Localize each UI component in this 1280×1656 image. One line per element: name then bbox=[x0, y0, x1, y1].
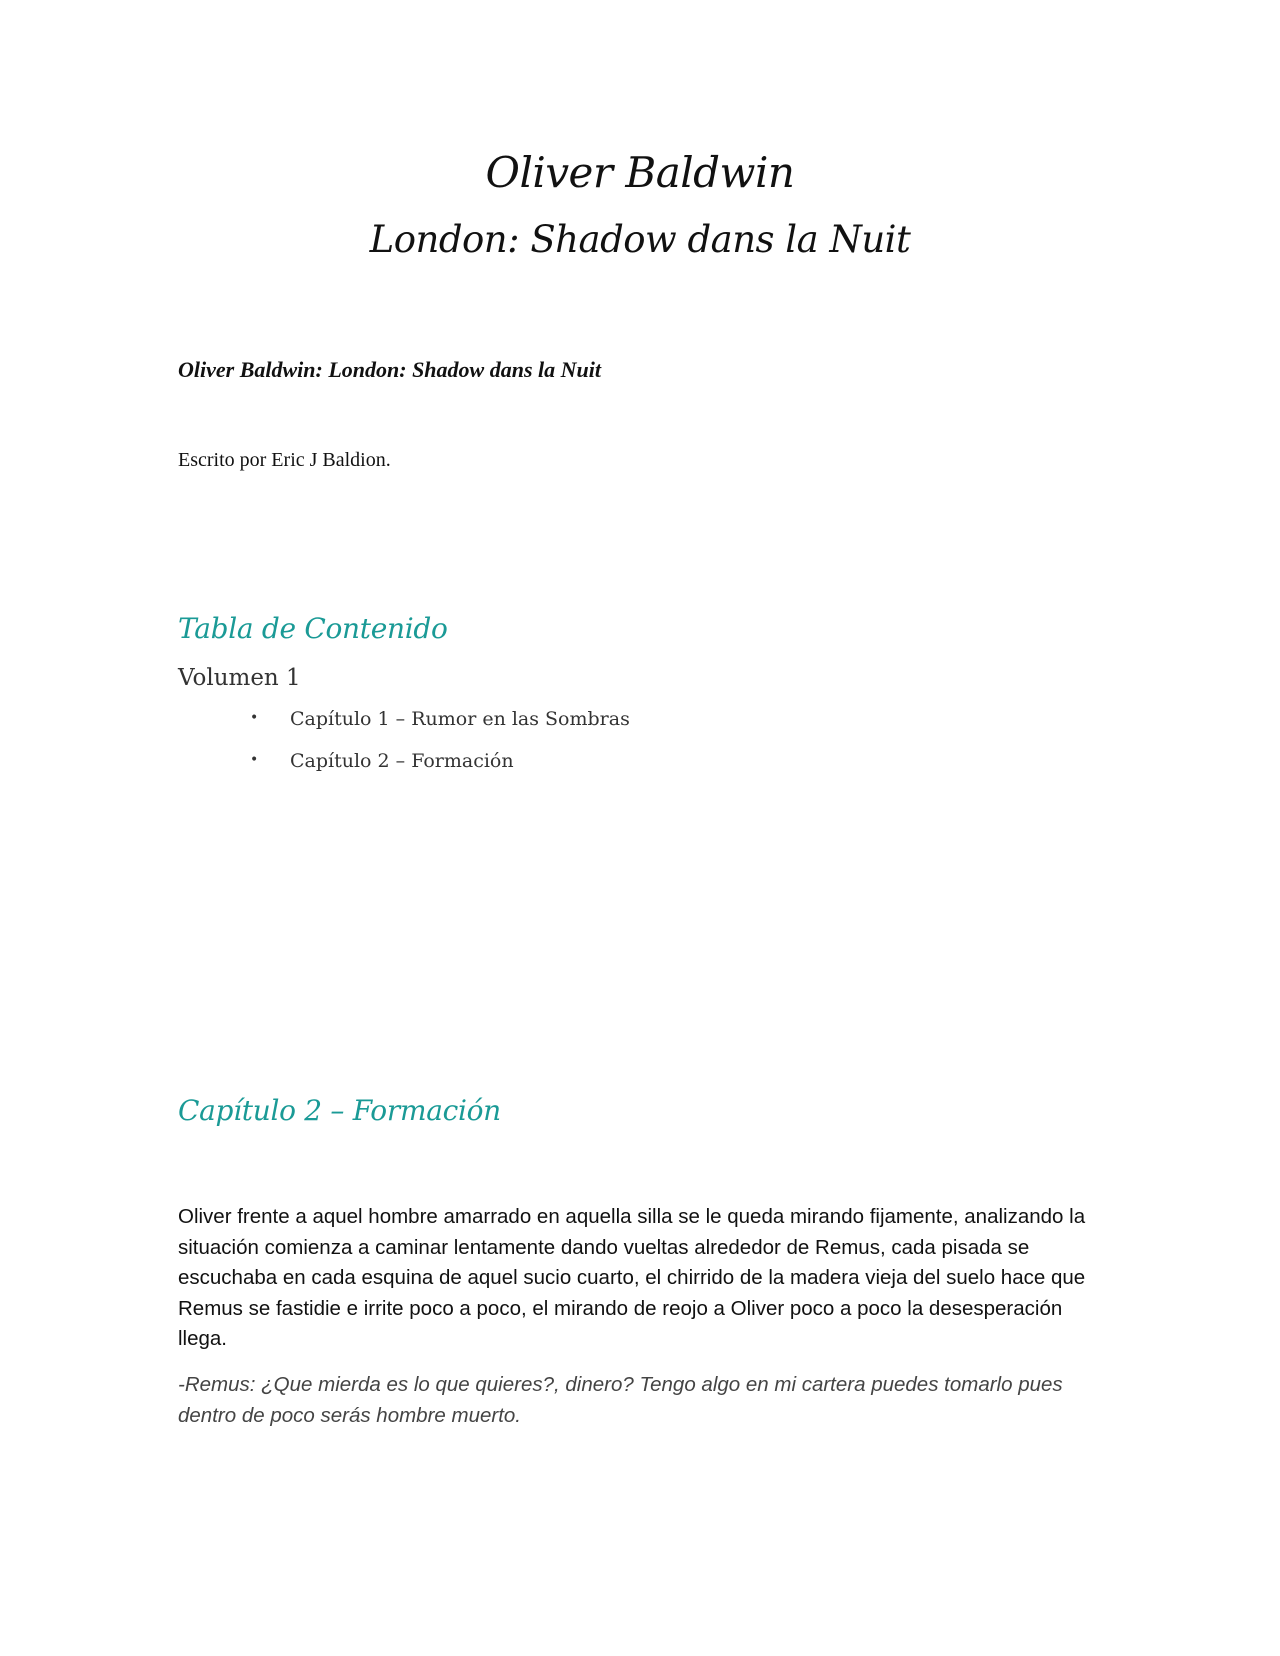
toc-heading: Tabla de Contenido bbox=[178, 612, 448, 645]
chapter-paragraph: Oliver frente a aquel hombre amarrado en aquella silla se le queda mirando fijamente, analizando la situación comienza a caminar lentamente dando vueltas alrededor de Remus, cada pisada se escuchaba en cada esquina de aquel sucio cuarto, el chirrido de la madera vieja del suelo hace que Remus se fastidie e irrite poco a poco, el mirando de reojo a Oliver poco a poco la desesperación llega. bbox=[178, 1205, 1086, 1350]
chapter-heading: Capítulo 2 – Formación bbox=[178, 1094, 501, 1127]
dialogue-quote: -Remus: ¿Que mierda es lo que quieres?, dinero? Tengo algo en mi cartera puedes tomarlo pues dentro de poco serás hombre muerto. bbox=[178, 1373, 1063, 1427]
full-title-line: Oliver Baldwin: London: Shadow dans la Nuit bbox=[178, 357, 601, 382]
toc-item-label[interactable]: Capítulo 1 – Rumor en las Sombras bbox=[290, 708, 630, 730]
bullet-icon: • bbox=[250, 752, 259, 768]
volume-heading: Volumen 1 bbox=[178, 665, 301, 691]
document-subtitle: London: Shadow dans la Nuit bbox=[369, 218, 911, 261]
author-byline: Escrito por Eric J Baldion. bbox=[178, 449, 391, 471]
toc-item-label[interactable]: Capítulo 2 – Formación bbox=[290, 750, 514, 772]
document-title: Oliver Baldwin bbox=[485, 148, 795, 197]
bullet-icon: • bbox=[250, 710, 259, 726]
